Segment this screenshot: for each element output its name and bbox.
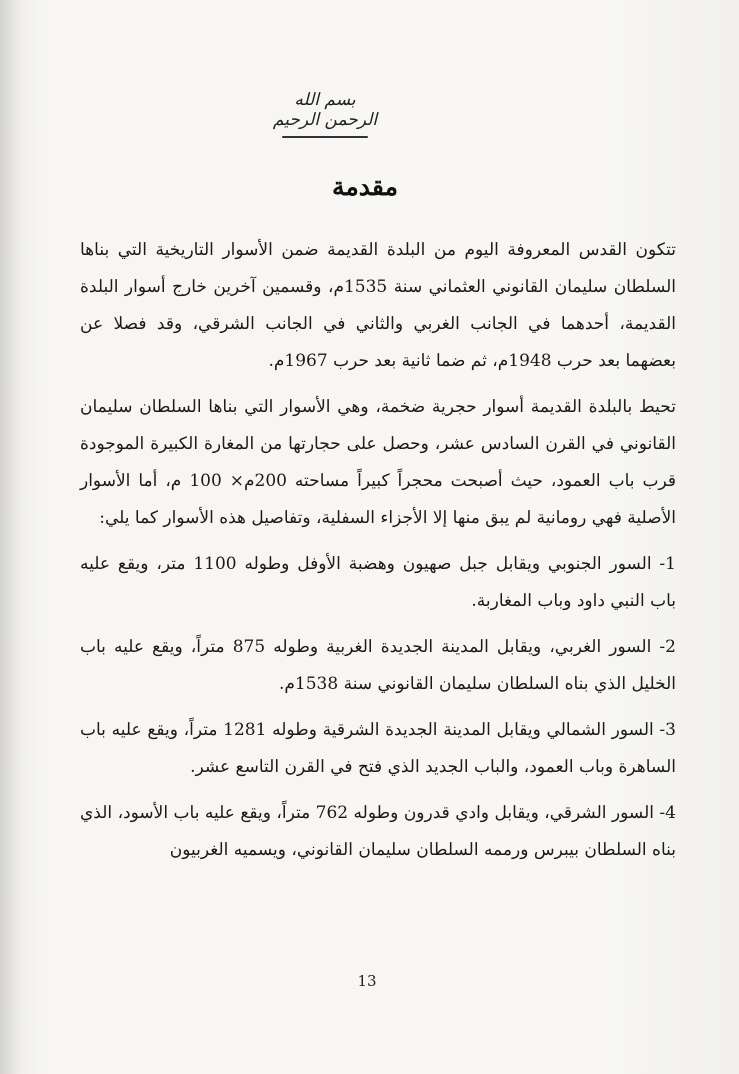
list-item-east-wall: 4- السور الشرقي، ويقابل وادي قدرون وطوله 762 متراً، ويقع عليه باب الأسود، الذي بناه السلطان بيبرس ورممه السلطان سليمان القانوني، ويسميه الغربيون — [80, 803, 676, 860]
paragraph-walls: تحيط بالبلدة القديمة أسوار حجرية ضخمة، وهي الأسوار التي بناها السلطان سليمان القانوني في القرن السادس عشر، وحصل على حجارتها من المغارة الكبيرة الموجودة قرب باب العمود، حيث أصبحت محجراً كبيراً مساحته 200م× 100 م، أما الأسوار الأصلية فهي رومانية لم يبق منها إلا الأجزاء السفلية، وتفاصيل هذه الأسوار كما يلي: — [80, 397, 676, 528]
page-title: مقدمة — [332, 172, 398, 201]
list-item-north-wall: 3- السور الشمالي ويقابل المدينة الجديدة الشرقية وطوله 1281 متراً، ويقع عليه باب الساهرة وباب العمود، والباب الجديد الذي فتح في القرن التاسع عشر. — [80, 720, 676, 777]
page-number: 13 — [357, 972, 377, 990]
body-text — [80, 232, 676, 878]
page-gutter-shadow — [0, 0, 22, 1074]
paragraph-intro: تتكون القدس المعروفة اليوم من البلدة القديمة ضمن الأسوار التاريخية التي بناها السلطان سليمان القانوني العثماني سنة 1535م، وقسمين آخرين خارج أسوار البلدة القديمة، أحدهما في الجانب الغربي والثاني في الجانب الشرقي، وقد فصلا عن بعضهما بعد حرب 1948م، ثم ضما ثانية بعد حرب 1967م. — [80, 240, 677, 371]
list-item-west-wall: 2- السور الغربي، ويقابل المدينة الجديدة الغربية وطوله 875 متراً، ويقع عليه باب الخليل الذي بناه السلطان سليمان القانوني سنة 1538م. — [80, 637, 676, 694]
list-item-south-wall: 1- السور الجنوبي ويقابل جبل صهيون وهضبة الأوفل وطوله 1100 متر، ويقع عليه باب النبي داود وباب المغاربة. — [80, 554, 676, 611]
basmala-underline — [282, 136, 368, 138]
basmala-calligraphy: بسم الله الرحمن الرحيم — [272, 90, 378, 130]
